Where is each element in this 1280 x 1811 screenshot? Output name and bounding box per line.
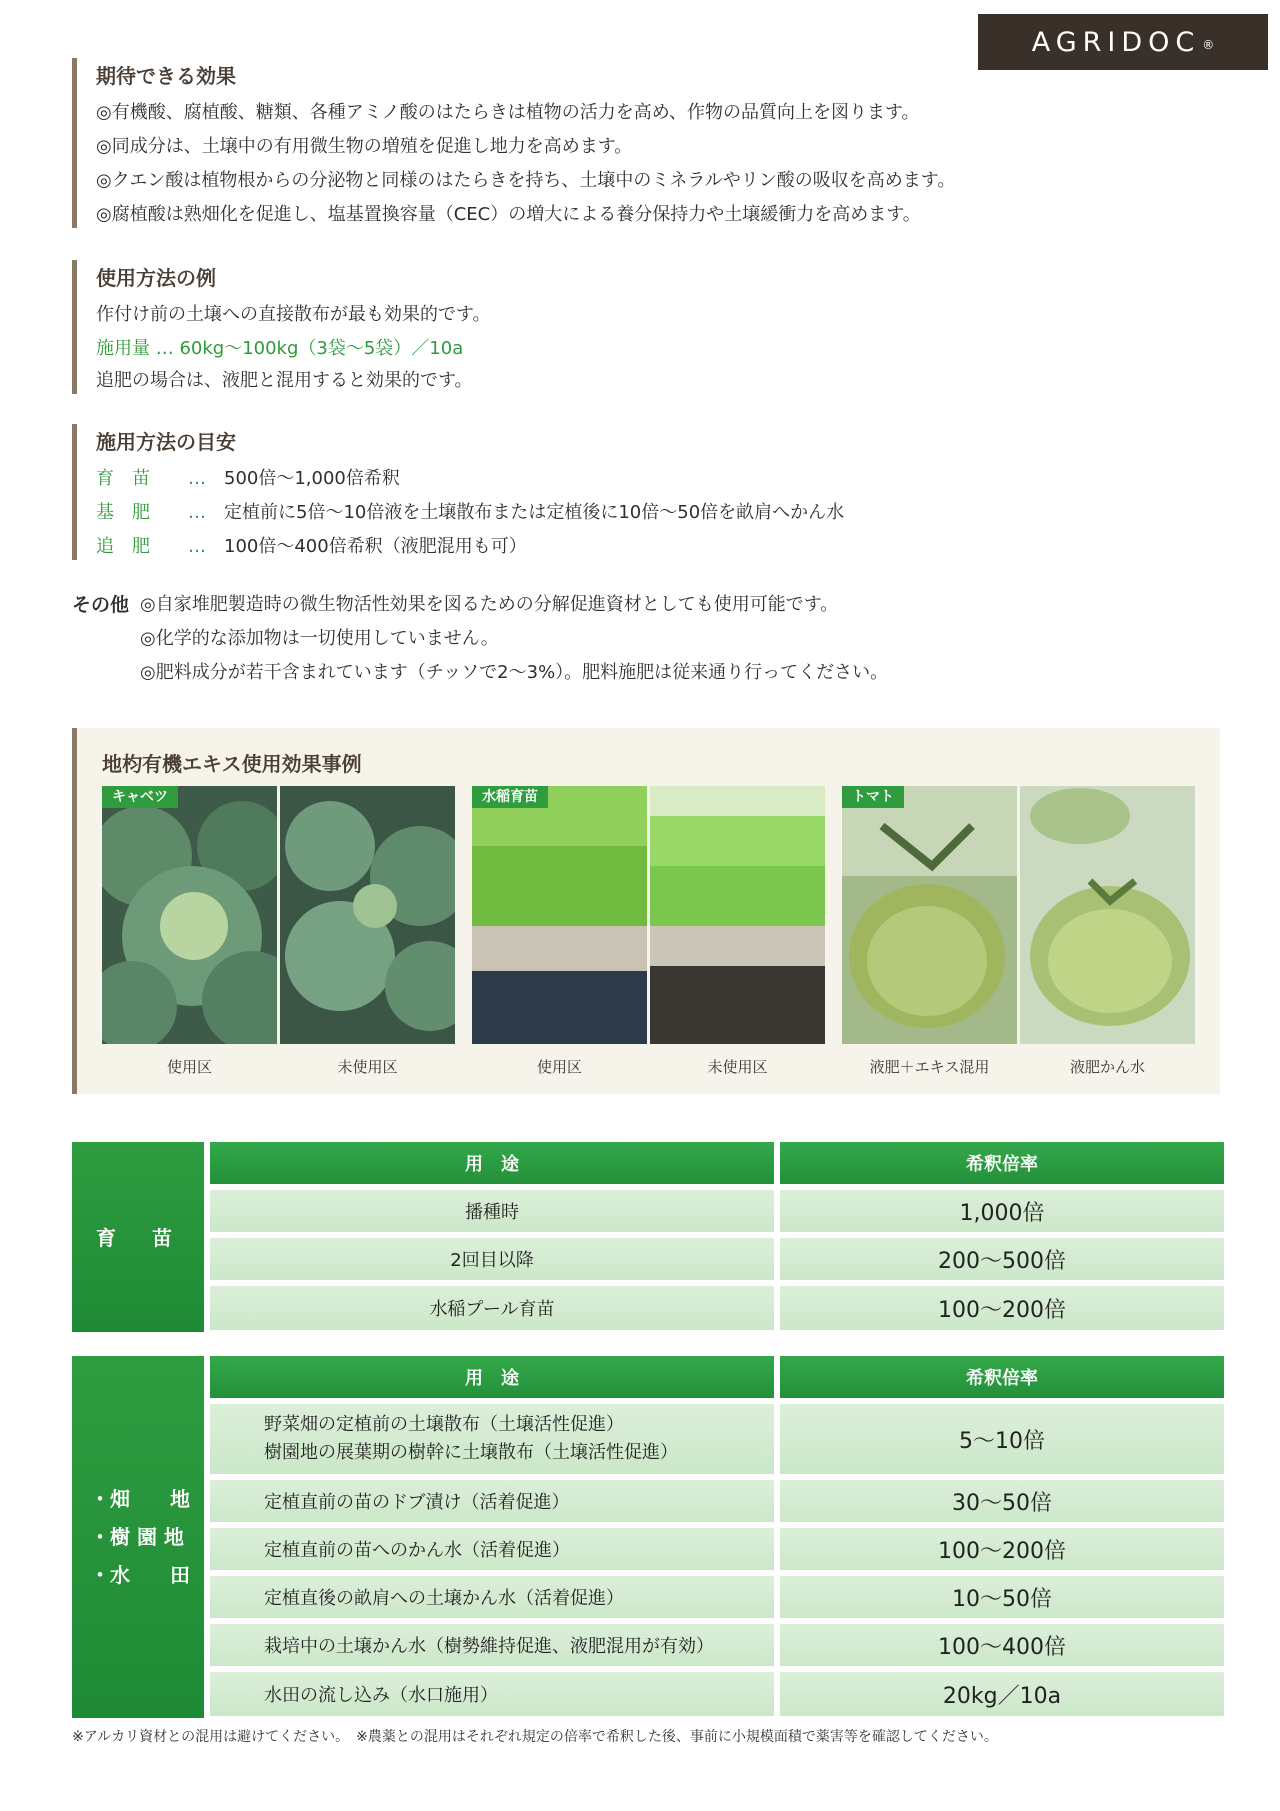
guide-text: 定植前に5倍～10倍液を土壌散布または定植後に10倍～50倍を畝肩へかん水 <box>224 502 845 523</box>
table-cell-use-multi <box>264 1411 678 1467</box>
guide-row <box>96 464 400 490</box>
tomato-image <box>1020 786 1195 1044</box>
effects-item: ◎クエン酸は植物根からの分泌物と同様のはたらきを持ち、土壌中のミネラルやリン酸の吸収を高めます。 <box>96 170 956 191</box>
guide-text: 500倍～1,000倍希釈 <box>224 468 400 489</box>
other-item: ◎肥料成分が若干含まれています（チッソで2～3%）。肥料施肥は従来通り行ってください。 <box>140 662 889 683</box>
table-cell-rate: 30～50倍 <box>780 1480 1224 1522</box>
field-table <box>72 1356 1224 1718</box>
table-header-use: 用 途 <box>210 1356 774 1398</box>
usage-line: 追肥の場合は、液肥と混用すると効果的です。 <box>96 370 473 391</box>
table-cell-rate: 5～10倍 <box>780 1404 1224 1474</box>
logo-text: AGRIDOC <box>1031 26 1201 58</box>
table-cell-use: 定植直前の苗へのかん水（活着促進） <box>210 1528 774 1570</box>
rice-unused-photo <box>650 786 825 1044</box>
other-item: ◎化学的な添加物は一切使用していません。 <box>140 628 499 649</box>
table-cell-use: 水田の流し込み（水口施用） <box>210 1672 774 1716</box>
table-header-rate: 希釈倍率 <box>780 1142 1224 1184</box>
guide-sep: … <box>188 536 206 557</box>
photo-caption: 使用区 <box>536 1058 582 1076</box>
guide-label: 育 苗 <box>96 468 150 489</box>
table-category: 育 苗 <box>96 1226 180 1250</box>
rice-tag: 水稲育苗 <box>472 786 548 808</box>
section-bar <box>72 58 77 228</box>
seedling-table <box>72 1142 1224 1332</box>
table-cell-rate: 100～400倍 <box>780 1624 1224 1666</box>
photo-caption: 未使用区 <box>707 1058 768 1076</box>
table-cell-use <box>210 1404 774 1474</box>
usage-amount: 施用量 … 60kg～100kg（3袋～5袋）／10a <box>96 338 464 359</box>
photo-caption: 液肥＋エキス混用 <box>869 1058 990 1076</box>
table-cell-use: 2回目以降 <box>210 1238 774 1280</box>
table-header-use: 用 途 <box>210 1142 774 1184</box>
examples-panel <box>72 728 1220 1094</box>
table-cell-rate: 100～200倍 <box>780 1528 1224 1570</box>
guide-sep: … <box>188 468 206 489</box>
effects-title: 期待できる効果 <box>96 64 236 88</box>
tomato-liquid-photo <box>1020 786 1195 1044</box>
rice-image <box>650 786 825 1044</box>
effects-section <box>72 58 1072 228</box>
photo-caption: 未使用区 <box>337 1058 398 1076</box>
section-bar <box>72 728 77 1094</box>
guide-row <box>96 498 844 524</box>
guide-label: 追 肥 <box>96 536 150 557</box>
table-cell-use: 定植直前の苗のドブ漬け（活着促進） <box>210 1480 774 1522</box>
guide-row <box>96 532 527 558</box>
table-cell-use: 栽培中の土壌かん水（樹勢維持促進、液肥混用が有効） <box>210 1624 774 1666</box>
examples-title: 地枃有機エキス使用効果事例 <box>102 752 362 776</box>
effects-item: ◎有機酸、腐植酸、糖類、各種アミノ酸のはたらきは植物の活力を高め、作物の品質向上を図ります。 <box>96 102 920 123</box>
table-cell-use: 定植直後の畝肩への土壌かん水（活着促進） <box>210 1576 774 1618</box>
rice-image <box>472 786 647 1044</box>
photo-caption: 液肥かん水 <box>1069 1058 1145 1076</box>
table-cell-rate: 20kg／10a <box>780 1672 1224 1716</box>
table-cell-line: 野菜畑の定植前の土壌散布（土壌活性促進） <box>264 1414 624 1435</box>
section-bar <box>72 424 77 560</box>
guide-title: 施用方法の目安 <box>96 430 236 454</box>
guide-section <box>72 424 1072 560</box>
cabbage-image <box>102 786 277 1044</box>
cabbage-used-photo <box>102 786 277 1044</box>
effects-item: ◎同成分は、土壌中の有用微生物の増殖を促進し地力を高めます。 <box>96 136 633 157</box>
table-cell-rate: 100～200倍 <box>780 1286 1224 1330</box>
effects-item: ◎腐植酸は熟畑化を促進し、塩基置換容量（CEC）の増大による養分保持力や土壌緩衝力を高めます。 <box>96 204 921 225</box>
section-bar <box>72 260 77 394</box>
guide-sep: … <box>188 502 206 523</box>
usage-section <box>72 260 1072 394</box>
logo-reg-mark: ® <box>1202 38 1215 52</box>
photo-caption: 使用区 <box>166 1058 212 1076</box>
table-cell-use: 播種時 <box>210 1190 774 1232</box>
usage-line: 作付け前の土壌への直接散布が最も効果的です。 <box>96 304 491 325</box>
table-category: ・畑 地 ・樹 園 地 ・水 田 <box>90 1487 190 1587</box>
guide-text: 100倍～400倍希釈（液肥混用も可） <box>224 536 527 557</box>
guide-label: 基 肥 <box>96 502 150 523</box>
table-cell-rate: 10～50倍 <box>780 1576 1224 1618</box>
table-cell-use: 水稲プール育苗 <box>210 1286 774 1330</box>
other-item: ◎自家堆肥製造時の微生物活性効果を図るための分解促進資材としても使用可能です。 <box>140 594 839 615</box>
tomato-image <box>842 786 1017 1044</box>
cabbage-tag: キャベツ <box>102 786 178 808</box>
rice-used-photo <box>472 786 647 1044</box>
footnote: ※アルカリ資材との混用は避けてください。 ※農薬との混用はそれぞれ規定の倍率で希釈した後、事前に小規模面積で薬害等を確認してください。 <box>72 1729 998 1745</box>
usage-title: 使用方法の例 <box>96 266 216 290</box>
tomato-mixed-photo <box>842 786 1017 1044</box>
table-cell-rate: 1,000倍 <box>780 1190 1224 1232</box>
other-label: その他 <box>72 594 130 616</box>
table-cell-line: 樹園地の展葉期の樹幹に土壌散布（土壌活性促進） <box>264 1442 678 1463</box>
cabbage-unused-photo <box>280 786 455 1044</box>
table-left-column <box>72 1142 204 1332</box>
table-cell-rate: 200～500倍 <box>780 1238 1224 1280</box>
tomato-tag: トマト <box>842 786 904 808</box>
table-header-rate: 希釈倍率 <box>780 1356 1224 1398</box>
cabbage-image <box>280 786 455 1044</box>
other-section <box>72 588 1072 698</box>
table-left-column <box>72 1356 204 1718</box>
